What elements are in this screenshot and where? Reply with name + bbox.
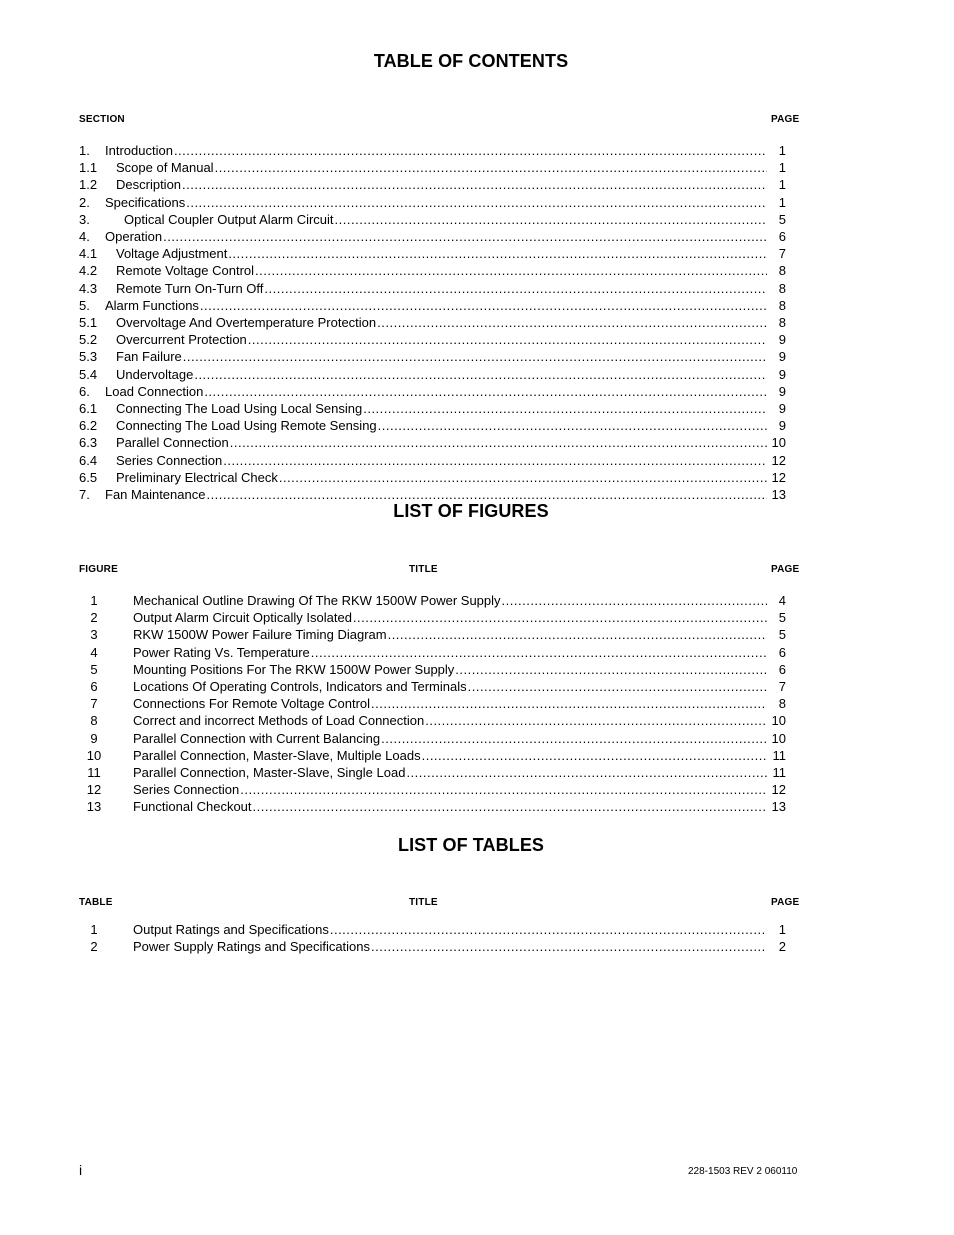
toc-entry-number: 4.2 — [79, 263, 98, 279]
figures-figure-header: FIGURE — [79, 564, 118, 575]
figure-entry[interactable] — [79, 592, 786, 609]
toc-entry[interactable] — [79, 452, 786, 469]
figure-entry[interactable] — [79, 764, 786, 781]
toc-entry-page: 1 — [778, 177, 786, 193]
dot-leader — [371, 938, 767, 955]
dot-leader — [264, 280, 767, 297]
dot-leader — [422, 747, 767, 764]
toc-entry-label: Overcurrent Protection — [116, 332, 247, 348]
figure-entry-number: 5 — [90, 661, 98, 677]
toc-entry[interactable] — [79, 280, 786, 297]
toc-entry-page: 1 — [778, 160, 786, 176]
figure-entry-label: Output Alarm Circuit Optically Isolated — [133, 610, 352, 626]
toc-title: TABLE OF CONTENTS — [373, 51, 569, 71]
figure-entry-label: Parallel Connection, Master-Slave, Single Load — [133, 765, 406, 780]
figure-entry-page: 5 — [778, 610, 786, 626]
toc-entry-number: 1.2 — [79, 177, 98, 193]
figure-entry[interactable] — [79, 730, 786, 747]
toc-entry-label: Parallel Connection — [116, 435, 229, 451]
dot-leader — [502, 592, 767, 609]
toc-entry-page: 8 — [778, 297, 786, 313]
toc-entry[interactable] — [79, 194, 786, 211]
dot-leader — [406, 764, 767, 781]
dot-leader — [183, 348, 767, 365]
toc-page-header: PAGE — [771, 114, 800, 125]
figure-entry-label: RKW 1500W Power Failure Timing Diagram — [133, 627, 387, 643]
figure-entry-number: 1 — [90, 593, 98, 608]
table-entry-number: 1 — [90, 922, 98, 937]
tables-title: LIST OF TABLES — [397, 835, 545, 855]
toc-entry-number: 2. — [79, 194, 90, 210]
toc-entry-page: 12 — [771, 469, 786, 485]
toc-entry[interactable] — [79, 400, 786, 417]
table-entry-label: Power Supply Ratings and Specifications — [133, 939, 371, 955]
toc-entry[interactable] — [79, 314, 786, 331]
footer-doc-id: 228-1503 REV 2 060110 — [688, 1166, 798, 1177]
toc-entry-number: 4. — [79, 229, 90, 244]
figure-entry-label: Series Connection — [133, 782, 240, 798]
toc-entry-label: Operation — [105, 229, 163, 244]
table-entry-number: 2 — [90, 939, 98, 955]
toc-entry[interactable] — [79, 262, 786, 279]
toc-entry[interactable] — [79, 331, 786, 348]
toc-entry-page: 5 — [778, 211, 786, 227]
toc-entry-label: Preliminary Electrical Check — [116, 469, 278, 485]
toc-entry[interactable] — [79, 297, 786, 314]
tables-title-header: TITLE — [409, 897, 438, 908]
table-entry[interactable] — [79, 938, 786, 955]
figure-entry-page: 11 — [772, 747, 786, 763]
figure-entry[interactable] — [79, 781, 786, 798]
toc-entry-label: Optical Coupler Output Alarm Circuit — [124, 211, 334, 227]
tables-page-header: PAGE — [771, 897, 800, 908]
dot-leader — [468, 678, 767, 695]
toc-entry-number: 1.1 — [79, 160, 98, 176]
figure-entry-label: Correct and incorrect Methods of Load Connection — [133, 713, 425, 729]
toc-entry-label: Connecting The Load Using Local Sensing — [116, 401, 363, 416]
table-entry-page: 2 — [778, 939, 786, 955]
dot-leader — [363, 400, 767, 417]
figure-entry[interactable] — [79, 644, 786, 661]
dot-leader — [378, 417, 767, 434]
figure-entry-label: Power Rating Vs. Temperature — [133, 644, 310, 660]
toc-entry-label: Series Connection — [116, 452, 223, 468]
dot-leader — [455, 661, 767, 678]
figure-entry[interactable] — [79, 798, 786, 815]
dot-leader — [279, 469, 767, 486]
dot-leader — [425, 712, 767, 729]
figure-entry-number: 9 — [90, 730, 98, 746]
figure-entry-page: 6 — [778, 644, 786, 660]
toc-entry-page: 1 — [778, 143, 786, 158]
figure-entry-page: 13 — [771, 799, 786, 815]
toc-section-header: SECTION — [79, 114, 125, 125]
toc-entry-page: 9 — [778, 332, 786, 348]
figure-entry-number: 8 — [90, 713, 98, 729]
footer-page-number: i — [79, 1162, 83, 1178]
toc-entry-label: Voltage Adjustment — [116, 246, 228, 262]
figure-entry[interactable] — [79, 661, 786, 678]
toc-entry-page: 12 — [771, 452, 786, 468]
dot-leader — [163, 228, 767, 245]
toc-entry[interactable] — [79, 366, 786, 383]
figure-entry-page: 10 — [771, 730, 786, 746]
figure-entry-number: 12 — [86, 782, 102, 798]
toc-entry-label: Remote Turn On-Turn Off — [116, 280, 264, 296]
toc-entry-page: 9 — [778, 418, 786, 434]
toc-entry-label: Specifications — [105, 194, 186, 210]
figure-entry-label: Mechanical Outline Drawing Of The RKW 1500W Power Supply — [133, 593, 501, 608]
toc-entry-number: 5.1 — [79, 315, 98, 330]
figure-entry[interactable] — [79, 747, 786, 764]
figure-entry[interactable] — [79, 609, 786, 626]
toc-entry-label: Undervoltage — [116, 366, 194, 382]
toc-entry-page: 6 — [778, 229, 786, 244]
figure-entry-page: 5 — [778, 627, 786, 643]
toc-entry-number: 6.1 — [79, 401, 98, 416]
figure-entry-number: 11 — [87, 765, 101, 780]
figure-entry-page: 7 — [778, 679, 786, 694]
toc-entry[interactable] — [79, 383, 786, 400]
toc-entry-label: Load Connection — [105, 383, 204, 399]
dot-leader — [200, 297, 767, 314]
figure-entry[interactable] — [79, 626, 786, 643]
dot-leader — [255, 262, 767, 279]
toc-entry-label: Remote Voltage Control — [116, 263, 255, 279]
dot-leader — [194, 366, 767, 383]
figure-entry-page: 10 — [771, 713, 786, 729]
dot-leader — [223, 452, 767, 469]
figure-entry[interactable] — [79, 695, 786, 712]
dot-leader — [353, 609, 767, 626]
figure-entry-number: 13 — [86, 799, 102, 815]
toc-entry-number: 6.3 — [79, 435, 98, 451]
toc-entry-page: 9 — [778, 401, 786, 416]
figure-entry-page: 12 — [771, 782, 786, 798]
dot-leader — [335, 211, 767, 228]
toc-entry-page: 7 — [778, 246, 786, 262]
dot-leader — [182, 176, 767, 193]
toc-entry-label: Overvoltage And Overtemperature Protection — [116, 315, 377, 330]
figure-entry-page: 4 — [778, 593, 786, 608]
dot-leader — [204, 383, 767, 400]
dot-leader — [228, 245, 767, 262]
dot-leader — [330, 921, 767, 938]
figure-entry-label: Functional Checkout — [133, 799, 252, 815]
tables-table-header: TABLE — [79, 897, 113, 908]
toc-entry-page: 13 — [771, 487, 786, 502]
toc-entry-number: 6.4 — [79, 452, 98, 468]
dot-leader — [174, 142, 767, 159]
toc-entry-number: 6.2 — [79, 418, 98, 434]
toc-entry[interactable] — [79, 417, 786, 434]
toc-entry-number: 5.3 — [79, 349, 98, 365]
figure-entry-label: Parallel Connection, Master-Slave, Multiple Loads — [133, 747, 421, 763]
dot-leader — [248, 331, 767, 348]
toc-entry[interactable] — [79, 176, 786, 193]
dot-leader — [371, 695, 767, 712]
figure-entry-page: 8 — [778, 696, 786, 712]
toc-entry-number: 4.1 — [79, 246, 98, 262]
dot-leader — [215, 159, 767, 176]
toc-entry-number: 1. — [79, 143, 90, 158]
figure-entry-label: Parallel Connection with Current Balancing — [133, 730, 381, 746]
toc-entry[interactable] — [79, 228, 786, 245]
dot-leader — [377, 314, 767, 331]
figure-entry-number: 3 — [90, 627, 98, 643]
table-entry[interactable] — [79, 921, 786, 938]
figure-entry-label: Connections For Remote Voltage Control — [133, 696, 371, 712]
figure-entry-page: 6 — [778, 661, 786, 677]
figure-entry-label: Mounting Positions For The RKW 1500W Power Supply — [133, 661, 455, 677]
toc-entry-label: Connecting The Load Using Remote Sensing — [116, 418, 377, 434]
figure-entry-number: 6 — [90, 679, 98, 694]
toc-entry-label: Fan Failure — [116, 349, 182, 365]
figures-title-header: TITLE — [409, 564, 438, 575]
toc-entry[interactable] — [79, 159, 786, 176]
toc-entry-label: Introduction — [105, 143, 173, 158]
toc-entry-page: 9 — [778, 383, 786, 399]
dot-leader — [381, 730, 767, 747]
figure-entry-number: 10 — [86, 747, 102, 763]
toc-entry-page: 8 — [778, 263, 786, 279]
toc-entry[interactable] — [79, 469, 786, 486]
figure-entry[interactable] — [79, 678, 786, 695]
toc-entry-number: 6.5 — [79, 469, 98, 485]
figures-page-header: PAGE — [771, 564, 800, 575]
dot-leader — [186, 194, 767, 211]
toc-entry-label: Description — [116, 177, 182, 193]
dot-leader — [311, 644, 767, 661]
toc-entry[interactable] — [79, 142, 786, 159]
figure-entry[interactable] — [79, 712, 786, 729]
toc-entry-number: 6. — [79, 383, 90, 399]
figure-entry-number: 2 — [90, 610, 98, 626]
dot-leader — [388, 626, 767, 643]
toc-entry-number: 5.2 — [79, 332, 98, 348]
figure-entry-label: Locations Of Operating Controls, Indicators and Terminals — [133, 679, 467, 694]
toc-entry[interactable] — [79, 211, 786, 228]
toc-entry-label: Alarm Functions — [105, 297, 199, 313]
toc-entry-page: 10 — [771, 435, 786, 451]
figure-entry-page: 11 — [772, 765, 786, 780]
dot-leader — [240, 781, 767, 798]
toc-entry-label: Scope of Manual — [116, 160, 214, 176]
toc-entry[interactable] — [79, 245, 786, 262]
toc-entry-number: 5. — [79, 297, 90, 313]
toc-entry-number: 5.4 — [79, 366, 98, 382]
dot-leader — [230, 434, 767, 451]
toc-entry-page: 1 — [778, 194, 786, 210]
table-entry-page: 1 — [778, 922, 786, 937]
toc-entry-number: 3. — [79, 211, 90, 227]
figure-entry-number: 4 — [90, 644, 98, 660]
toc-entry-page: 9 — [778, 366, 786, 382]
table-entry-label: Output Ratings and Specifications — [133, 922, 329, 937]
figure-entry-number: 7 — [90, 696, 98, 712]
toc-entry[interactable] — [79, 434, 786, 451]
toc-entry-label: Fan Maintenance — [105, 487, 206, 502]
dot-leader — [253, 798, 767, 815]
toc-entry-page: 8 — [778, 315, 786, 330]
toc-entry-number: 7. — [79, 487, 90, 502]
toc-entry-page: 9 — [778, 349, 786, 365]
toc-entry-page: 8 — [778, 280, 786, 296]
toc-entry[interactable] — [79, 348, 786, 365]
toc-entry-number: 4.3 — [79, 280, 98, 296]
figures-title: LIST OF FIGURES — [393, 501, 549, 521]
